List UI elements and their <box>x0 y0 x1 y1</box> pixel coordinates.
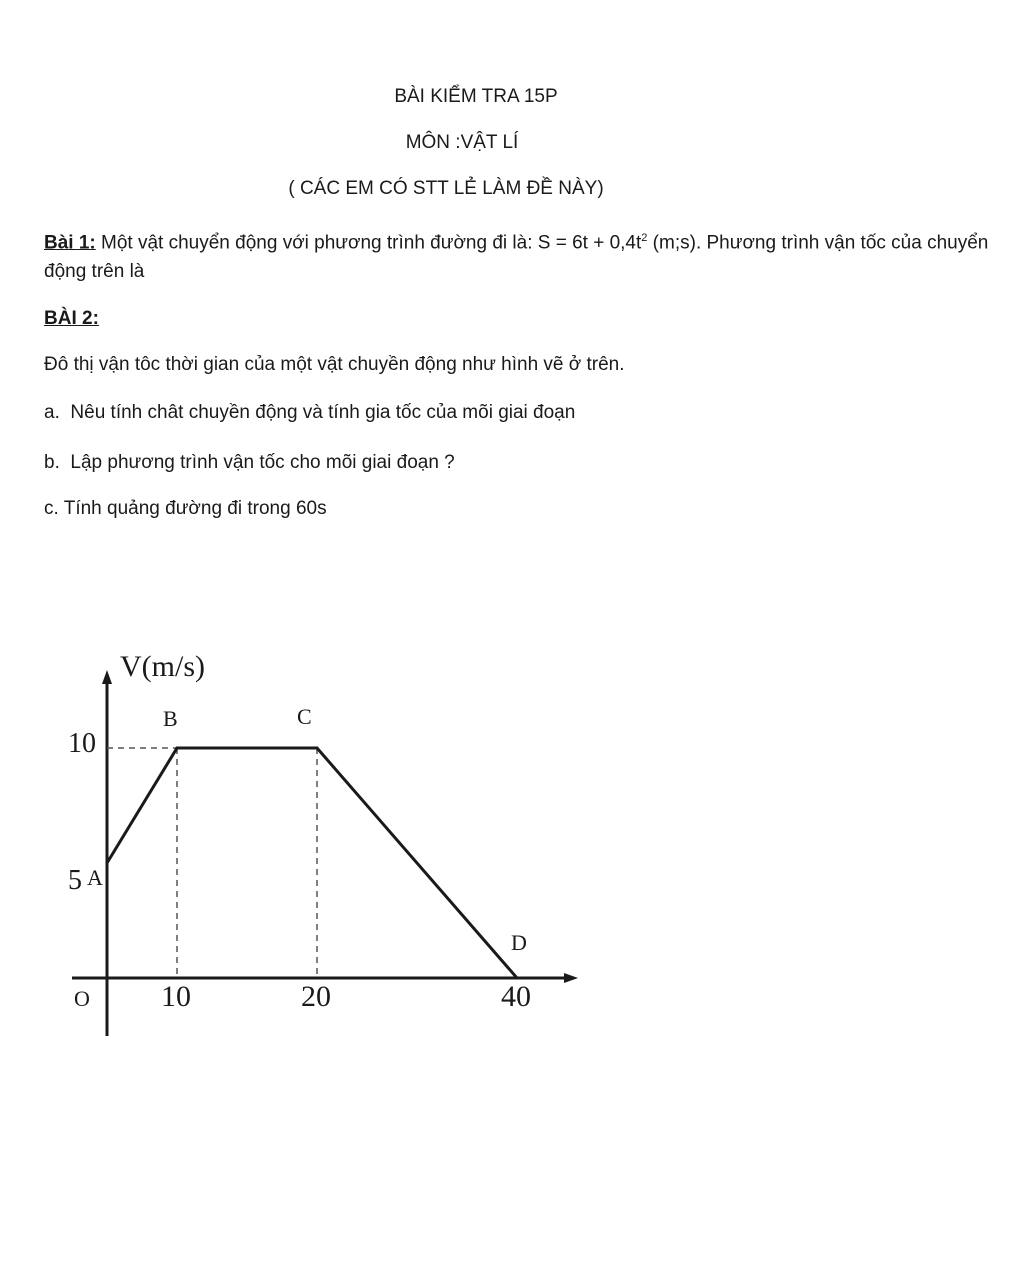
x-tick-label: 10 <box>161 980 191 1013</box>
point-label-C: C <box>297 704 312 729</box>
exercise-1-text-cont: (m;s). Phương trình vận tốc của chuyển động trên là <box>44 232 989 283</box>
velocity-time-graph <box>60 640 600 1040</box>
y-tick-label: 10 <box>68 728 96 759</box>
question-text: Lập phương trình vận tốc cho mõi giai đoạn ? <box>70 452 455 473</box>
y-axis-arrow <box>102 670 112 684</box>
assignment-note: ( CÁC EM CÓ STT LẺ LÀM ĐỀ NÀY) <box>288 178 604 199</box>
question-prefix: c. <box>44 498 59 519</box>
graph-labels <box>68 704 531 1013</box>
subject-line: MÔN :VẬT LÍ <box>405 132 519 153</box>
x-axis-arrow <box>564 973 578 983</box>
velocity-series <box>107 748 517 978</box>
question-text: Nêu tính chât chuyền động và tính gia tốc của mõi giai đoạn <box>70 402 576 423</box>
exponent: 2 <box>641 232 648 244</box>
y-tick-label: 5 <box>68 865 82 896</box>
exercise-2-intro: Đô thị vận tôc thời gian của một vật chuyền động như hình vẽ ở trên. <box>44 354 625 375</box>
question-c <box>44 494 994 523</box>
guide-lines <box>107 748 317 978</box>
origin-label: O <box>74 986 90 1011</box>
question-prefix: b. <box>44 452 60 473</box>
question-b <box>44 448 994 477</box>
exercise-1 <box>44 224 994 286</box>
exercise-2-heading <box>44 304 994 333</box>
question-prefix: a. <box>44 402 60 423</box>
x-tick-label: 40 <box>501 980 531 1013</box>
point-label-B: B <box>163 706 178 731</box>
point-label-D: D <box>511 930 527 955</box>
point-label-A: A <box>87 865 103 890</box>
y-axis-label: V(m/s) <box>120 650 205 683</box>
question-a <box>44 398 994 427</box>
exercise-2-label: BÀI 2: <box>44 308 99 329</box>
segment-AB <box>107 748 177 863</box>
x-tick-label: 20 <box>301 980 331 1013</box>
page-title: BÀI KIỂM TRA 15P <box>394 86 558 107</box>
question-text: Tính quảng đường đi trong 60s <box>63 498 327 519</box>
segment-CD <box>317 748 517 978</box>
exercise-1-label: Bài 1: <box>44 232 96 254</box>
exercise-1-text: Một vật chuyển động với phương trình đường đi là: S = 6t + 0,4t <box>95 232 642 254</box>
